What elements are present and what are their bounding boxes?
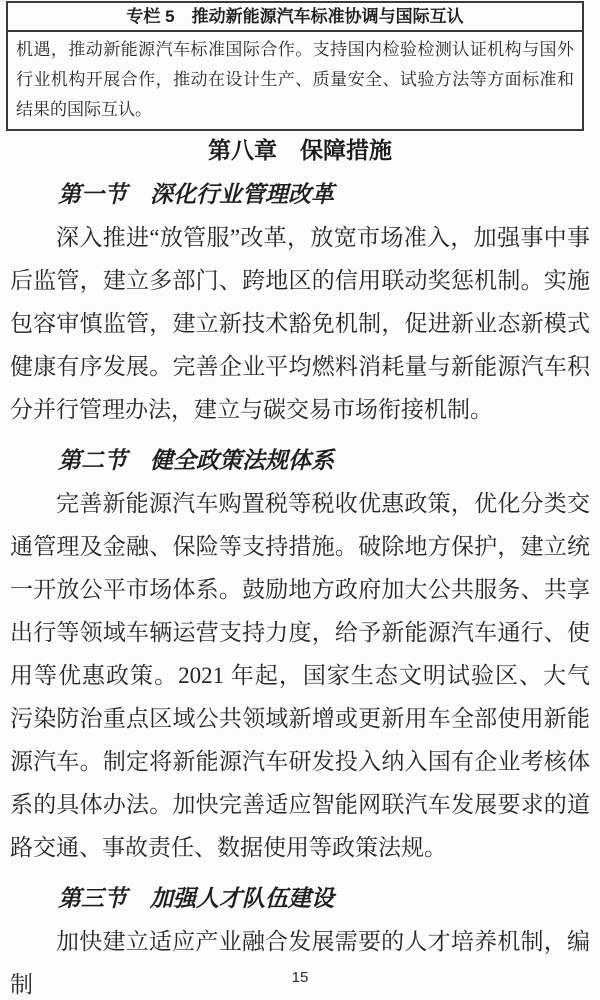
- section-3-paragraph: 加快建立适应产业融合发展需要的人才培养机制，编制: [10, 929, 590, 997]
- callout-box-title: 专栏 5 推动新能源汽车标准协调与国际互认: [8, 3, 582, 32]
- section-1-paragraph: 深入推进“放管服”改革，放宽市场准入，加强事中事后监管，建立多部门、跨地区的信用联动奖惩机制。实施包容审慎监管，建立新技术豁免机制，促进新业态新模式健康有序发展。完善企业平均燃料消耗量与新能源汽车积分并行管理办法，建立与碳交易市场衔接机制。: [10, 225, 590, 422]
- callout-box-body: 机遇，推动新能源汽车标准国际合作。支持国内检验检测认证机构与国外行业机构开展合作，推动在设计生产、质量安全、试验方法等方面标准和结果的国际互认。: [16, 40, 574, 119]
- section-heading-3: 第三节 加强人才队伍建设: [58, 886, 334, 911]
- callout-box: [6, 1, 584, 131]
- section-heading-2: 第二节 健全政策法规体系: [58, 448, 334, 473]
- section-2-paragraph: 完善新能源汽车购置税等税收优惠政策，优化分类交通管理及金融、保险等支持措施。破除地方保护，建立统一开放公平市场体系。鼓励地方政府加大公共服务、共享出行等领域车辆运营支持力度，给予新能源汽车通行、使用等优惠政策。2021 年起，国家生态文明试验区、大气污染防治重点区域公共领域新增或更新用车全部使用新能源汽车。制定将新能源汽车研发投入纳入国有企业考核体系的具体办法。加快完善适应智能网联汽车发展要求的道路交通、事故责任、数据使用等政策法规。: [10, 491, 590, 860]
- document-body: [10, 126, 590, 1000]
- section-heading-1: 第一节 深化行业管理改革: [58, 182, 334, 207]
- page-number: 15: [291, 969, 309, 986]
- chapter-heading: 第八章 保障措施: [208, 137, 392, 163]
